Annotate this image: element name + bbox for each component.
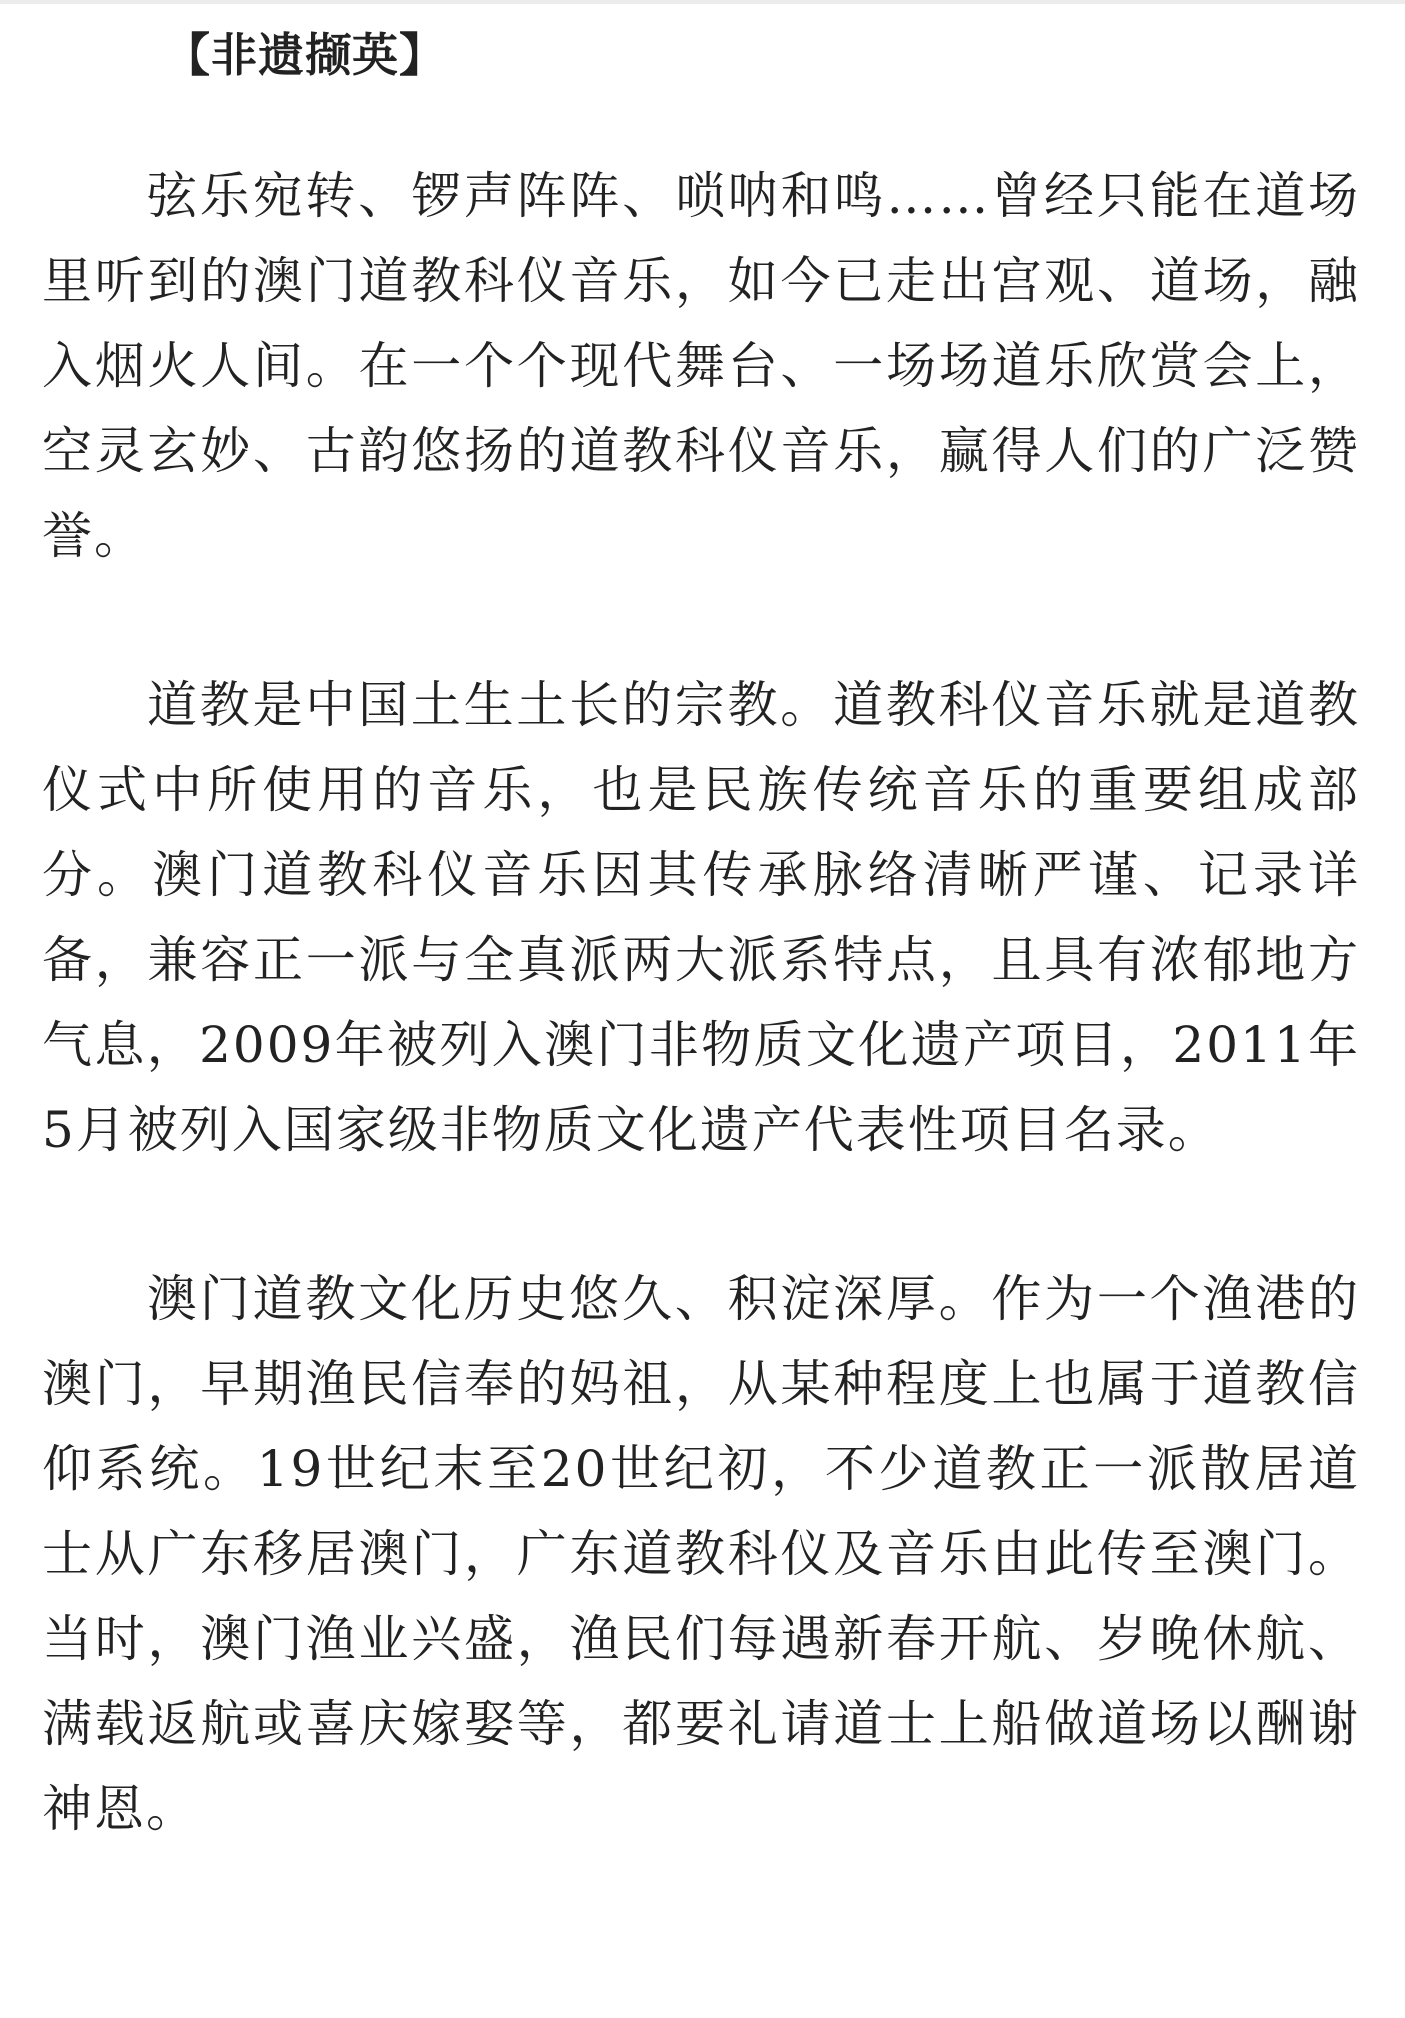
paragraph-definition: 道教是中国土生土长的宗教。道教科仪音乐就是道教仪式中所使用的音乐，也是民族传统音乐的重要组成部分。澳门道教科仪音乐因其传承脉络清晰严谨、记录详备，兼容正一派与全真派两大派系特点，且具有浓郁地方气息，2009年被列入澳门非物质文化遗产项目，2011年5月被列入国家级非物质文化遗产代表性项目名录。	[42, 676, 1360, 1159]
top-divider	[0, 0, 1405, 4]
article-body	[42, 18, 1360, 1852]
paragraph-history: 澳门道教文化历史悠久、积淀深厚。作为一个渔港的澳门，早期渔民信奉的妈祖，从某种程度上也属于道教信仰系统。19世纪末至20世纪初，不少道教正一派散居道士从广东移居澳门，广东道教科仪及音乐由此传至澳门。当时，澳门渔业兴盛，渔民们每遇新春开航、岁晚休航、满载返航或喜庆嫁娶等，都要礼请道士上船做道场以酬谢神恩。	[42, 1270, 1360, 1838]
section-title: 【非遗撷英】	[164, 28, 446, 82]
paragraph-intro: 弦乐宛转、锣声阵阵、唢呐和鸣……曾经只能在道场里听到的澳门道教科仪音乐，如今已走出宫观、道场，融入烟火人间。在一个个现代舞台、一场场道乐欣赏会上，空灵玄妙、古韵悠扬的道教科仪音乐，赢得人们的广泛赞誉。	[42, 167, 1360, 565]
